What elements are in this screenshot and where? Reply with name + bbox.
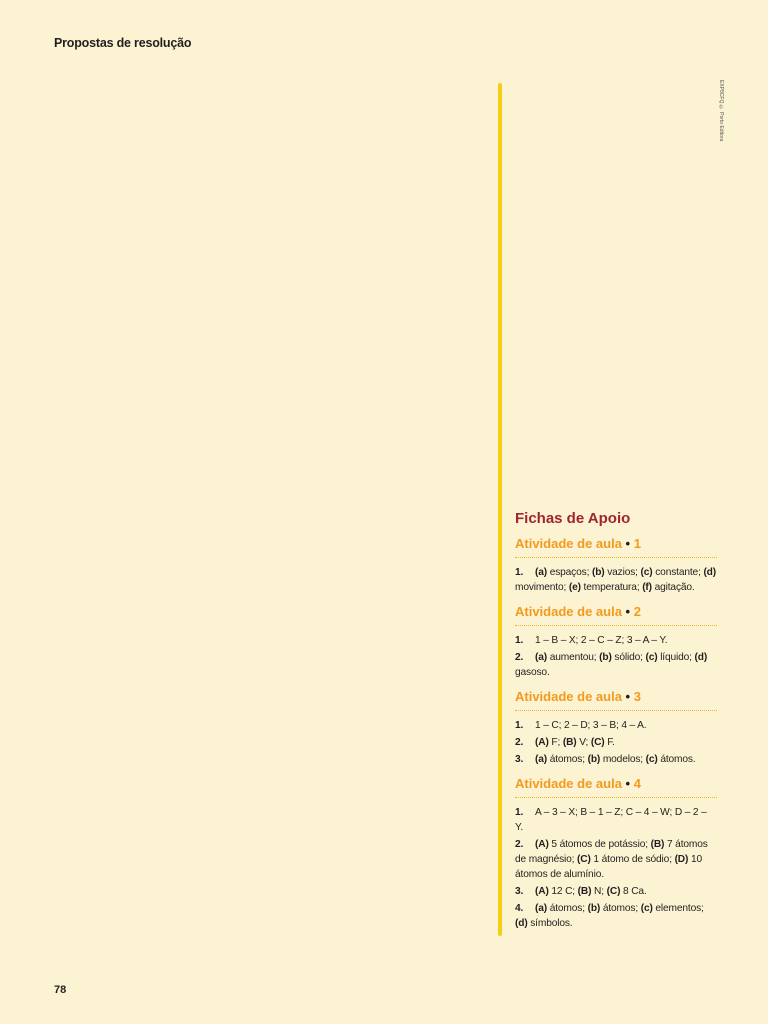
answer-text: F;: [548, 737, 563, 748]
answer-text: 12 C;: [548, 886, 578, 897]
answer-number: 1.: [515, 567, 524, 578]
answer-text: 5 átomos de potássio;: [548, 839, 651, 850]
answer-text: 7 átomos de magnésio;: [515, 839, 708, 865]
answer-item: [515, 752, 717, 767]
answer-text: átomos;: [600, 903, 641, 914]
answer-item: [515, 650, 717, 680]
activities-list: [515, 536, 717, 931]
answer-text: F.: [604, 737, 615, 748]
answer-number: 2.: [515, 652, 524, 663]
answer-text: vazios;: [604, 567, 641, 578]
activity-separator: •: [621, 689, 634, 704]
answer-item: [515, 837, 717, 882]
activity-separator: •: [621, 604, 634, 619]
page-header-title: Propostas de resolução: [54, 36, 192, 50]
answer-option-label: (d): [694, 652, 708, 663]
answer-item: [515, 805, 717, 835]
activity-block: [515, 689, 717, 767]
answer-number: 2.: [515, 839, 524, 850]
answer-option-label: (c): [640, 567, 653, 578]
answer-text: modelos;: [600, 754, 646, 765]
answer-option-label: (b): [587, 754, 601, 765]
answer-text: 1 – B – X; 2 – C – Z; 3 – A – Y.: [535, 635, 668, 646]
answer-option-label: (a): [535, 652, 548, 663]
answer-number: 1.: [515, 635, 524, 646]
answer-text: elementos;: [652, 903, 704, 914]
answer-option-label: (B): [577, 886, 592, 897]
answer-option-label: (b): [591, 567, 605, 578]
answer-text: átomos;: [547, 754, 588, 765]
activity-number: 3: [633, 689, 641, 704]
answer-option-label: (B): [650, 839, 665, 850]
answer-text: 1 átomo de sódio;: [590, 854, 675, 865]
answer-option-label: (a): [535, 754, 548, 765]
answer-option-label: (A): [535, 737, 549, 748]
answer-option-label: (e): [568, 582, 581, 593]
answer-text: símbolos.: [527, 918, 573, 929]
activity-heading: [515, 689, 717, 711]
answer-number: 1.: [515, 807, 524, 818]
answer-text: constante;: [652, 567, 704, 578]
section-title: Fichas de Apoio: [515, 510, 631, 527]
answers-column: [515, 510, 717, 940]
answer-text: átomos;: [547, 903, 588, 914]
answer-text: átomos.: [657, 754, 696, 765]
activity-separator: •: [621, 776, 634, 791]
activity-heading: [515, 604, 717, 626]
answer-text: 10 átomos de alumínio.: [515, 854, 702, 880]
answer-option-label: (A): [535, 839, 549, 850]
answer-text: líquido;: [657, 652, 695, 663]
answer-item: [515, 735, 717, 750]
answer-text: sólido;: [611, 652, 646, 663]
answer-option-label: (c): [640, 903, 653, 914]
answer-option-label: (a): [535, 903, 548, 914]
page-number: 78: [54, 984, 67, 996]
answer-item: [515, 901, 717, 931]
activity-label: Atividade de aula: [515, 776, 622, 791]
activity-heading: [515, 776, 717, 798]
answer-text: agitação.: [651, 582, 695, 593]
copyright-credit: EXP8CFQ © Porto Editora: [718, 80, 724, 142]
activity-label: Atividade de aula: [515, 689, 622, 704]
answer-option-label: (c): [645, 754, 658, 765]
activity-number: 1: [633, 536, 641, 551]
activity-heading: [515, 536, 717, 558]
activity-label: Atividade de aula: [515, 536, 622, 551]
activity-separator: •: [621, 536, 634, 551]
answer-text: movimento;: [515, 582, 569, 593]
answer-text: temperatura;: [580, 582, 643, 593]
answer-item: [515, 884, 717, 899]
answer-item: [515, 718, 717, 733]
answer-item: [515, 565, 717, 595]
activity-block: [515, 536, 717, 595]
answer-text: V;: [576, 737, 591, 748]
answer-text: 1 – C; 2 – D; 3 – B; 4 – A.: [535, 720, 647, 731]
answer-text: N;: [591, 886, 607, 897]
activity-block: [515, 776, 717, 931]
answer-number: 3.: [515, 754, 524, 765]
answer-option-label: (C): [606, 886, 621, 897]
activity-number: 2: [633, 604, 641, 619]
answer-text: gasoso.: [515, 667, 550, 678]
answer-option-label: (f): [642, 582, 652, 593]
answer-option-label: (b): [599, 652, 612, 663]
activity-number: 4: [633, 776, 641, 791]
answer-number: 4.: [515, 903, 524, 914]
answer-option-label: (C): [590, 737, 605, 748]
activity-label: Atividade de aula: [515, 604, 622, 619]
answer-number: 3.: [515, 886, 524, 897]
answer-option-label: (D): [674, 854, 689, 865]
answer-text: A – 3 – X; B – 1 – Z; C – 4 – W; D – 2 – Y.: [515, 807, 707, 833]
answer-option-label: (d): [515, 918, 528, 929]
answer-text: espaços;: [547, 567, 592, 578]
answer-option-label: (A): [535, 886, 549, 897]
answer-option-label: (d): [703, 567, 716, 578]
answer-option-label: (c): [645, 652, 658, 663]
answer-option-label: (B): [562, 737, 577, 748]
answer-number: 2.: [515, 737, 524, 748]
answer-option-label: (b): [587, 903, 601, 914]
yellow-divider-bar: [498, 83, 502, 936]
answer-text: 8 Ca.: [620, 886, 647, 897]
answer-item: [515, 633, 717, 648]
answer-number: 1.: [515, 720, 524, 731]
answer-option-label: (C): [577, 854, 591, 865]
answer-text: aumentou;: [547, 652, 600, 663]
answer-option-label: (a): [535, 567, 548, 578]
activity-block: [515, 604, 717, 680]
